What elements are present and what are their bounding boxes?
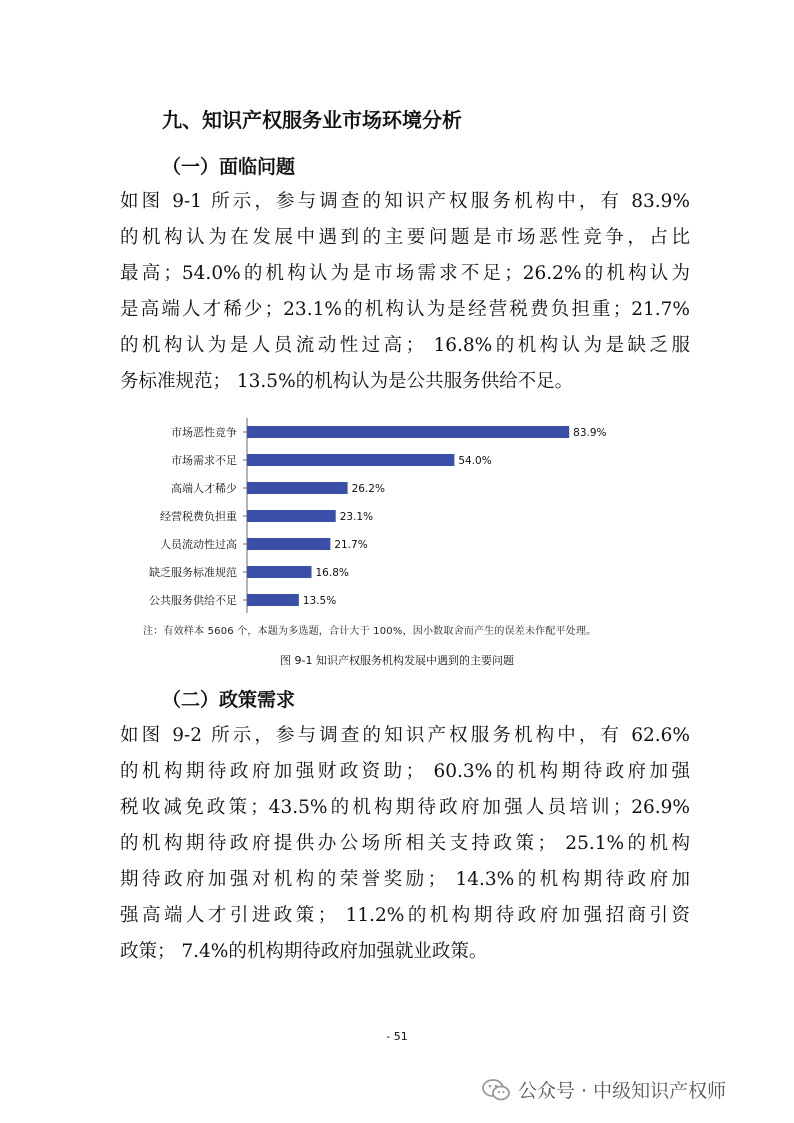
- value-label: 23.1%: [339, 511, 374, 523]
- bar: [247, 538, 330, 550]
- paragraph-line: 是高端人才稀少；23.1%的机构认为是经营税费负担重；21.7%: [120, 299, 690, 320]
- subsection-title-problems: （一）面临问题: [162, 156, 296, 178]
- paragraph-line: 的机构期待政府提供办公场所相关支持政策； 25.1%的机构: [120, 833, 690, 854]
- value-label: 13.5%: [302, 595, 337, 607]
- wechat-icon: [482, 1078, 510, 1102]
- category-label: 缺乏服务标准规范: [149, 566, 237, 579]
- chart-caption: 图 9-1 知识产权服务机构发展中遇到的主要问题: [280, 654, 514, 667]
- paragraph-line: 如图 9-1 所示，参与调查的知识产权服务机构中，有 83.9%: [120, 191, 690, 212]
- bar: [247, 426, 569, 438]
- paragraph-line: 的机构认为在发展中遇到的主要问题是市场恶性竞争，占比: [120, 227, 690, 248]
- paragraph-line: 的机构期待政府加强财政资助； 60.3%的机构期待政府加强: [120, 761, 690, 782]
- bar: [247, 482, 348, 494]
- value-label: 21.7%: [334, 539, 368, 551]
- bar: [247, 454, 454, 466]
- paragraph-line: 的机构认为是人员流动性过高； 16.8%的机构认为是缺乏服: [120, 335, 690, 356]
- paragraph-line: 政策； 7.4%的机构期待政府加强就业政策。: [120, 941, 488, 962]
- paragraph-line: 强高端人才引进政策； 11.2%的机构期待政府加强招商引资: [120, 905, 690, 926]
- watermark-text: 公众号 · 中级知识产权师: [518, 1080, 727, 1102]
- chart-note: 注：有效样本 5606 个，本题为多选题，合计大于 100%，因小数取舍而产生的误差未作配平处理。: [143, 626, 597, 637]
- category-label: 公共服务供给不足: [149, 594, 237, 607]
- paragraph-line: 务标准规范； 13.5%的机构认为是公共服务供给不足。: [120, 371, 574, 392]
- problems-bar-chart: [120, 418, 680, 613]
- category-label: 高端人才稀少: [171, 482, 237, 495]
- category-label: 市场恶性竞争: [171, 426, 237, 439]
- category-label: 人员流动性过高: [160, 538, 237, 551]
- bar: [247, 510, 336, 522]
- page-number: - 51: [386, 1030, 408, 1043]
- paragraph-line: 最高；54.0%的机构认为是市场需求不足；26.2%的机构认为: [120, 263, 690, 284]
- category-label: 经营税费负担重: [160, 510, 237, 523]
- watermark: [482, 1076, 726, 1103]
- value-label: 16.8%: [315, 567, 349, 579]
- bar: [247, 594, 299, 606]
- paragraph-problems: [120, 184, 690, 400]
- paragraph-policy: [120, 718, 690, 970]
- paragraph-line: 期待政府加强对机构的荣誉奖励； 14.3%的机构期待政府加: [120, 869, 690, 890]
- section-title: 九、知识产权服务业市场环境分析: [162, 108, 462, 132]
- category-label: 市场需求不足: [171, 454, 237, 467]
- value-label: 83.9%: [573, 427, 607, 439]
- subsection-title-policy: （二）政策需求: [162, 689, 296, 711]
- bar: [247, 566, 312, 578]
- value-label: 54.0%: [458, 455, 492, 467]
- value-label: 26.2%: [351, 483, 385, 495]
- paragraph-line: 如图 9-2 所示，参与调查的知识产权服务机构中，有 62.6%: [120, 725, 690, 746]
- paragraph-line: 税收减免政策；43.5%的机构期待政府加强人员培训；26.9%: [120, 797, 690, 818]
